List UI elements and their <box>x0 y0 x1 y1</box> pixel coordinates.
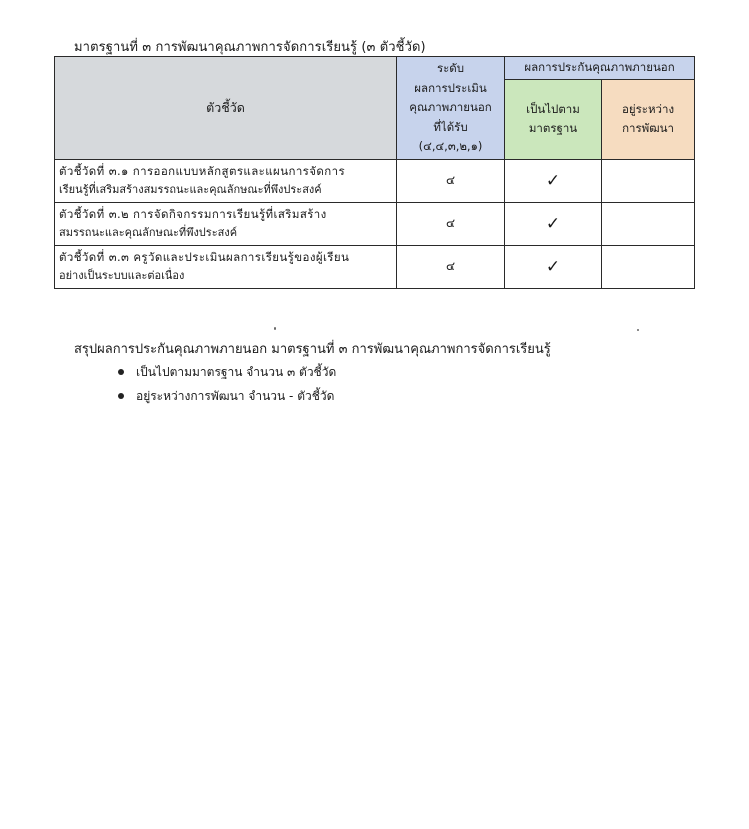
table-row <box>55 159 695 202</box>
result-group-header: ผลการประกันคุณภาพภายนอก <box>505 57 695 80</box>
developing-header <box>602 80 695 160</box>
standard-heading: มาตรฐานที่ ๓ การพัฒนาคุณภาพการจัดการเรียนรู้ (๓ ตัวชี้วัด) <box>74 40 426 55</box>
level-value-cell: ๔ <box>397 245 505 288</box>
scan-speck <box>637 329 639 331</box>
indicator-line: ตัวชี้วัดที่ ๓.๑ การออกแบบหลักสูตรและแผนการจัดการ <box>59 164 346 179</box>
assessment-table <box>54 56 695 289</box>
list-item <box>118 387 336 411</box>
scan-speck <box>274 327 276 330</box>
table-row <box>55 202 695 245</box>
summary-item-text: เป็นไปตามมาตรฐาน จำนวน ๓ ตัวชี้วัด <box>136 365 337 379</box>
level-value-cell: ๔ <box>397 202 505 245</box>
summary-item-text: อยู่ระหว่างการพัฒนา จำนวน - ตัวชี้วัด <box>136 389 335 403</box>
table-header-row <box>55 57 695 80</box>
level-header-line: ผลการประเมิน <box>414 80 487 95</box>
develop-header-line: อยู่ระหว่าง <box>621 101 675 116</box>
meet-standard-header <box>505 80 602 160</box>
level-header-line: คุณภาพภายนอก <box>409 100 492 115</box>
bullet-icon <box>118 369 124 375</box>
meet-header-line: มาตรฐาน <box>528 121 578 136</box>
level-value-cell: ๔ <box>397 159 505 202</box>
indicator-name-cell <box>55 245 397 288</box>
indicator-name-cell <box>55 202 397 245</box>
indicator-line: อย่างเป็นระบบและต่อเนื่อง <box>59 269 185 283</box>
level-header-line: ที่ได้รับ <box>433 119 468 134</box>
list-item <box>118 363 336 387</box>
level-header-line: (๔,๔,๓,๒,๑) <box>418 139 483 154</box>
indicator-name-cell <box>55 159 397 202</box>
indicator-column-header: ตัวชี้วัด <box>55 57 397 160</box>
bullet-icon <box>118 393 124 399</box>
indicator-line: เรียนรู้ที่เสริมสร้างสมรรถนะและคุณลักษณะที่พึงประสงค์ <box>59 183 322 197</box>
summary-title: สรุปผลการประกันคุณภาพภายนอก มาตรฐานที่ ๓ การพัฒนาคุณภาพการจัดการเรียนรู้ <box>74 342 551 357</box>
develop-header-line: การพัฒนา <box>622 121 674 136</box>
indicator-line: ตัวชี้วัดที่ ๓.๓ ครูวัดและประเมินผลการเรียนรู้ของผู้เรียน <box>59 250 350 265</box>
meet-check-mark: ✓ <box>505 159 602 202</box>
developing-cell <box>602 202 695 245</box>
indicator-line: ตัวชี้วัดที่ ๓.๒ การจัดกิจกรรมการเรียนรู้ที่เสริมสร้าง <box>59 207 327 222</box>
table-row <box>55 245 695 288</box>
summary-list <box>118 363 336 411</box>
indicator-line: สมรรถนะและคุณลักษณะที่พึงประสงค์ <box>59 226 238 240</box>
level-header-line: ระดับ <box>436 61 465 75</box>
meet-check-mark: ✓ <box>505 202 602 245</box>
level-column-header <box>397 57 505 160</box>
developing-cell <box>602 245 695 288</box>
meet-header-line: เป็นไปตาม <box>526 101 580 116</box>
meet-check-mark: ✓ <box>505 245 602 288</box>
developing-cell <box>602 159 695 202</box>
